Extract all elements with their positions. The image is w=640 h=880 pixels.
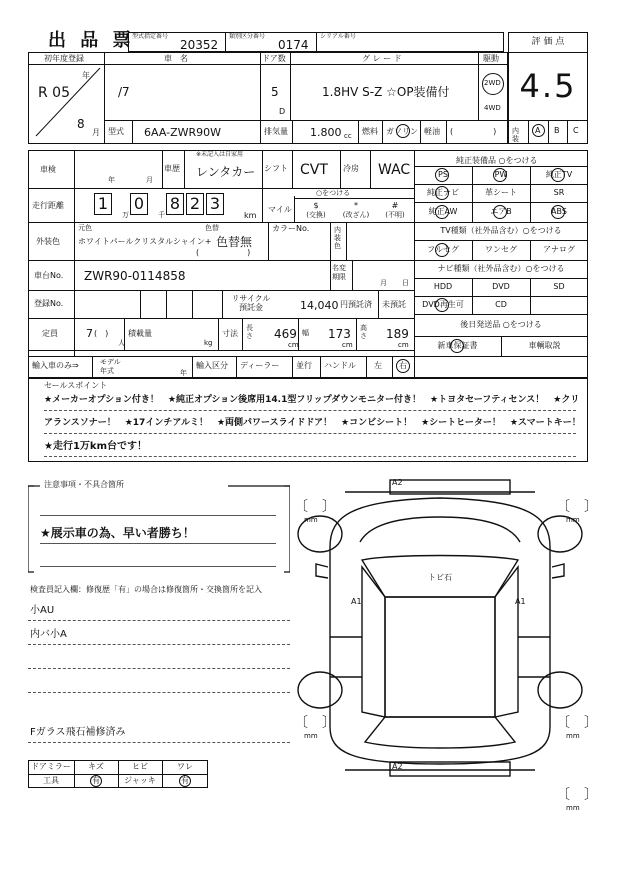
equip-circle — [450, 339, 464, 353]
width-cm: cm — [342, 341, 353, 349]
equip-circle — [551, 168, 565, 182]
len-cm: cm — [288, 341, 299, 349]
paint-label: 色替 — [205, 224, 219, 232]
equip-circle — [493, 205, 507, 219]
shift-value: CVT — [300, 162, 328, 178]
disp-label: 排気量 — [264, 127, 288, 136]
model-cert-no: 20352 — [180, 38, 219, 52]
recycle-label: リサイクル預託金 — [231, 294, 271, 312]
notes-label: 注意事項・不具合箇所 — [44, 480, 124, 489]
equip-item-navi1-1: DVD — [492, 282, 510, 291]
inspector-label: 検査員記入欄：修復歴「有」の場合は修復箇所・交換箇所を記入 — [30, 585, 262, 594]
opt-dollar-sub: (交換) — [306, 211, 326, 219]
right-door-mark: A1 — [515, 597, 526, 606]
equip-item-row2-0: 純正ナビ — [427, 188, 459, 197]
inspector-line: 内バ小A — [30, 629, 67, 640]
doors-sub: D — [279, 107, 286, 116]
chassis-value: ZWR90-0114858 — [84, 269, 186, 283]
equip-item-navi2-1: CD — [495, 300, 507, 309]
equip-item-tv-2: アナログ — [543, 245, 575, 254]
width-label: 幅 — [302, 329, 309, 337]
orig-color-label: 元色 — [78, 224, 92, 232]
equip-item-navi1-2: SD — [553, 282, 565, 291]
mm-bracket: 〔 〕 — [556, 787, 598, 803]
equip-circle — [435, 243, 449, 257]
tools-cell: 有 — [92, 776, 100, 785]
opt-dollar: $ — [313, 201, 319, 210]
windshield-mark: トビ石 — [428, 573, 452, 582]
left-door-mark: A1 — [351, 597, 362, 606]
recycle-status2: 未預託 — [382, 300, 406, 309]
recycle-status: 円預託済 — [340, 300, 372, 309]
ac-value: WAC — [378, 162, 411, 178]
tools-header: ヒビ — [132, 762, 148, 771]
equip-item-tv-1: ワンセグ — [485, 245, 517, 254]
equip-tv_title: TV種類（社外品含む）○をつける — [440, 226, 562, 235]
front-bumper-mark: A2 — [392, 478, 403, 487]
interior-b: B — [554, 126, 560, 135]
opt-hash-sub: (不明) — [385, 211, 405, 219]
doors-label: ドア数 — [262, 54, 286, 63]
opt-star-sub: (改ざん) — [342, 211, 370, 219]
car-name-label: 車 名 — [164, 54, 188, 63]
len-value: 469 — [274, 327, 297, 341]
class-no: 0174 — [278, 38, 309, 52]
paint-value: 色替無 — [216, 235, 253, 249]
dims-label: 寸法 — [222, 329, 238, 338]
fuel-label: 燃料 — [362, 127, 378, 136]
tools-circle — [179, 775, 191, 787]
tools-header: ドアミラー — [31, 762, 71, 771]
history-label: 車歴 — [164, 164, 180, 173]
sales-line-3: ★走行1万km台です！ — [44, 441, 147, 452]
interior-label: 内装 — [512, 127, 519, 143]
model-cert-label: 型式指定番号 — [132, 33, 169, 40]
tools-cell: 工具 — [43, 776, 59, 785]
inspector-line: Fガラス飛石補修済み — [30, 727, 126, 738]
equip-circle — [435, 168, 449, 182]
equip-item-row3-2: ABS — [551, 207, 567, 216]
cap-label: 定員 — [42, 329, 58, 338]
opt-hash: # — [391, 201, 399, 210]
equip-item-row1-1: PW — [494, 170, 508, 179]
equip-circle — [551, 205, 565, 219]
mm-bracket: 〔 〕 — [556, 715, 598, 731]
first-reg-era: R 05 — [38, 85, 70, 101]
tools-cell: ジャッキ — [124, 776, 156, 785]
mm-unit: mm — [304, 732, 318, 740]
inspector-line: 小AU — [30, 605, 55, 616]
drive-label: 駆動 — [483, 54, 499, 63]
history-note: ※未記入は自家用 — [196, 151, 244, 158]
drive-2wd: 2WD — [484, 79, 501, 87]
ac-label: 冷房 — [343, 164, 359, 173]
tools-circle — [90, 775, 102, 787]
equip-later_title: 後日発送品 ○をつける — [460, 320, 542, 329]
interior-a: A — [535, 126, 541, 135]
height-label: 高さ — [360, 324, 367, 340]
equip-navi_title: ナビ種類（社外品含む）○をつける — [437, 264, 565, 273]
reg-label: 登録No. — [34, 299, 64, 308]
mm-bracket: 〔 〕 — [556, 499, 598, 515]
car-name: /7 — [118, 85, 130, 99]
color-no-label: カラーNo. — [272, 224, 310, 233]
model-value: 6AA-ZWR90W — [144, 126, 222, 139]
mm-unit: mm — [566, 804, 580, 812]
disp-value: 1.800 — [310, 126, 342, 139]
interior-c: C — [573, 126, 579, 135]
equip-title: 純正装備品 ○をつける — [456, 156, 538, 165]
import-type-label: 輸入区分 — [196, 361, 228, 370]
mile-circle-note: ○をつける — [316, 189, 351, 197]
model-label: 型式 — [108, 127, 124, 136]
first-reg-month-unit: 月 — [92, 128, 100, 137]
disp-unit: cc — [344, 132, 352, 140]
mileage-man: 万 — [122, 211, 129, 219]
score-label: 評 価 点 — [531, 37, 565, 47]
shaken-month: 月 — [146, 176, 153, 184]
width-value: 173 — [328, 327, 351, 341]
mileage-digit: 0 — [133, 194, 145, 213]
equip-circle — [435, 205, 449, 219]
shift-label: シフト — [264, 164, 288, 173]
mileage-digit: 2 — [189, 194, 201, 213]
equip-item-navi1-0: HDD — [433, 282, 453, 291]
equip-item-row3-1: エアB — [490, 207, 512, 216]
model-year-label: モデル年式 — [100, 358, 121, 375]
car-diagram — [290, 472, 590, 812]
drive-4wd: 4WD — [484, 104, 501, 112]
first-reg-month: 8 — [77, 117, 85, 131]
opt-star: * — [354, 201, 358, 210]
mileage-digit: 1 — [97, 194, 109, 213]
equip-item-later-1: 車輌取説 — [528, 341, 561, 350]
len-label: 長さ — [246, 324, 253, 340]
equip-item-row2-1: 革シート — [485, 188, 517, 197]
mm-unit: mm — [566, 516, 580, 524]
first-reg-label: 初年度登録 — [44, 54, 84, 63]
chassis-label: 車台No. — [34, 271, 64, 280]
meimei-month: 月 — [380, 279, 387, 287]
shaken-label: 車検 — [40, 165, 56, 174]
class-label: 類別区分番号 — [229, 33, 266, 40]
height-value: 189 — [386, 327, 409, 341]
equip-circle — [435, 186, 449, 200]
sales-label: セールスポイント — [44, 381, 108, 390]
mileage-label: 走行距離 — [32, 201, 64, 210]
interior-color-label: 内装色 — [334, 226, 341, 250]
equip-item-tv-0: フルセグ — [427, 245, 459, 254]
equip-item-row3-0: 純正AW — [428, 207, 458, 216]
sales-line-1: ★メーカーオプション付き！ ★純正オプション後席用14.1型フリップダウンモニター付き！ ★トヨタセーフティセンス！ ★クリ — [44, 395, 580, 405]
equip-item-row1-2: 純正TV — [545, 170, 573, 179]
equip-item-navi2-0: DVD再生可 — [422, 300, 464, 309]
model-year-unit: 年 — [180, 369, 187, 377]
sales-line-2: アランスソナー！ ★17インチアルミ！ ★両側パワースライドドア！ ★コンビシート！ ★シートヒーター！ ★スマートキー！ — [44, 418, 581, 428]
sheet-title: 出 品 票 — [48, 30, 135, 51]
mm-unit: mm — [566, 732, 580, 740]
mileage-digit: 8 — [169, 194, 181, 213]
grade-value: 1.8HV S-Z ☆OP装備付 — [322, 85, 450, 99]
handle-label: ハンドル — [324, 361, 356, 370]
cap-person: 人 — [118, 339, 125, 347]
mileage-digit: 3 — [209, 194, 221, 213]
height-cm: cm — [398, 341, 409, 349]
handle-left: 左 — [374, 361, 382, 370]
equip-circle — [435, 298, 449, 312]
rear-bumper-mark: A2 — [392, 762, 403, 771]
cap-value: 7 — [86, 327, 93, 340]
mm-bracket: 〔 〕 — [294, 499, 336, 515]
diesel-label: 軽油 — [424, 127, 440, 136]
equip-item-later-0: 新車保証書 — [437, 341, 478, 350]
recycle-value: 14,040 — [300, 299, 339, 312]
shaken-year: 年 — [108, 176, 115, 184]
meimei-day: 日 — [402, 279, 409, 287]
load-label: 積載量 — [128, 329, 152, 338]
mile-label: マイル — [268, 205, 292, 214]
mm-bracket: 〔 〕 — [294, 715, 336, 731]
load-kg: kg — [204, 339, 213, 347]
serial-label: シリアル番号 — [320, 33, 356, 40]
mileage-sen: 千 — [158, 211, 165, 219]
paint-paren: ( ) — [196, 248, 251, 257]
color-label: 外装色 — [36, 237, 60, 246]
orig-color-value: ホワイトパールクリスタルシャイン+ — [78, 237, 212, 246]
meimei-label: 名変期限 — [332, 264, 346, 281]
cap-paren: ( ) — [94, 329, 109, 338]
import-parallel: 並行 — [296, 361, 312, 370]
grade-label: グ レ ー ド — [362, 54, 402, 63]
equip-circle — [493, 168, 507, 182]
equip-item-row1-0: PS — [438, 170, 448, 179]
handle-right: 右 — [399, 361, 407, 370]
history-value: レンタカー — [196, 165, 256, 179]
tools-cell: 有 — [181, 776, 189, 785]
equip-item-row2-2: SR — [553, 188, 565, 197]
mileage-km: km — [244, 211, 257, 220]
doors-value: 5 — [271, 85, 279, 99]
import-label: 輸入車のみ⇒ — [32, 361, 79, 370]
import-dealer: ディーラー — [240, 361, 280, 370]
notes-text: ★展示車の為、早い者勝ち！ — [40, 526, 195, 540]
tools-header: ワレ — [177, 762, 193, 771]
tools-header: キズ — [88, 762, 104, 771]
first-reg-year-unit: 年 — [82, 71, 90, 80]
score-value: 4.5 — [519, 67, 577, 105]
fuel-gasoline: ガソリン — [386, 127, 418, 136]
mm-unit: mm — [304, 516, 318, 524]
fuel-paren: ( ) — [450, 127, 497, 136]
